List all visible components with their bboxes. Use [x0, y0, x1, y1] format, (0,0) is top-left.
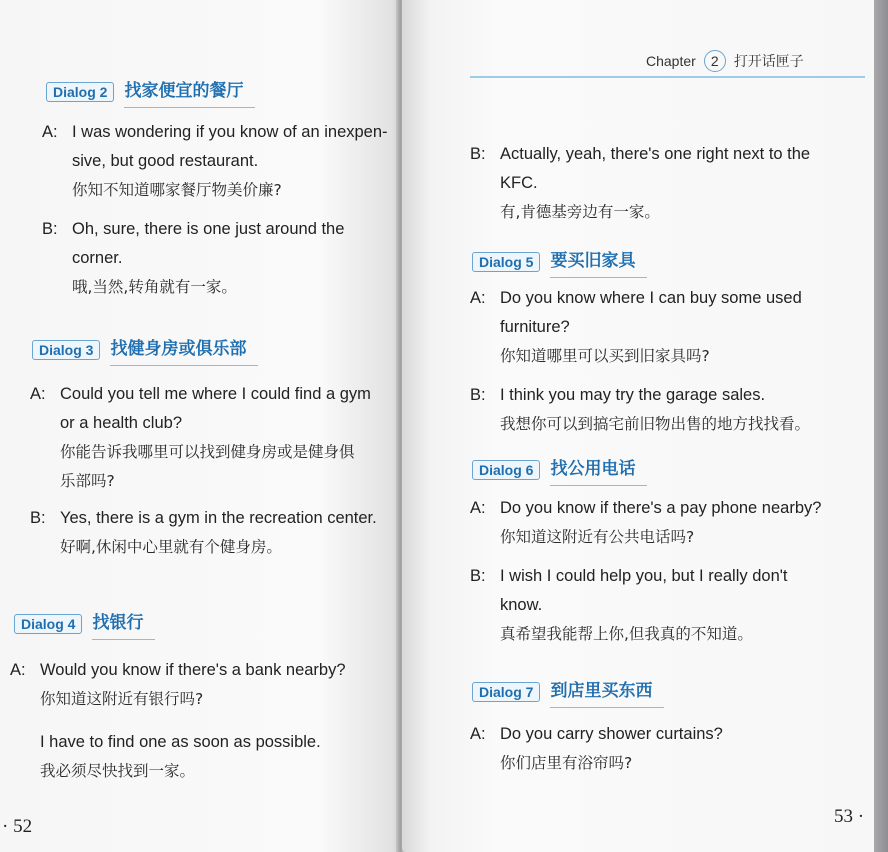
dialog-text: I have to find one as soon as possible.: [40, 733, 321, 751]
dialog-translation: 有,肯德基旁边有一家。: [500, 203, 660, 221]
dialog-4: [14, 608, 155, 640]
left-page: [0, 0, 400, 852]
speaker-label: A:: [10, 661, 26, 679]
dialog-4-continued: [470, 140, 810, 227]
dialog-6-header: [472, 454, 647, 486]
dialog-text: I think you may try the garage sales.: [500, 386, 766, 404]
chapter-label: Chapter: [646, 53, 696, 69]
dialog-text: furniture?: [500, 318, 570, 336]
dialog-translation: 哦,当然,转角就有一家。: [72, 278, 237, 296]
dialog-7-header: [472, 676, 664, 708]
dialog-tag: Dialog 4: [14, 614, 82, 634]
dialog-text: KFC.: [500, 174, 538, 192]
dialog-title: 到店里买东西: [550, 676, 664, 708]
page-number: · 52: [2, 816, 33, 837]
dialog-text: know.: [500, 596, 543, 614]
dialog-translation: 乐部吗?: [60, 472, 115, 490]
dialog-5-header: [472, 246, 647, 278]
dialog-text: Yes, there is a gym in the recreation center.: [60, 509, 377, 527]
speaker-b-line: [470, 381, 810, 410]
dialog-translation: 我想你可以到搞宅前旧物出售的地方找找看。: [500, 415, 811, 433]
dialog-text: Could you tell me where I could find a gym: [60, 385, 371, 403]
speaker-label: A:: [42, 123, 58, 141]
speaker-label: B:: [30, 509, 46, 527]
speaker-label: B:: [470, 145, 486, 163]
dialog-text: sive, but good restaurant.: [72, 152, 259, 170]
dialog-4-header: [14, 608, 155, 640]
dialog-title: 找健身房或俱乐部: [110, 334, 258, 366]
dialog-translation: 真希望我能帮上你,但我真的不知道。: [500, 625, 753, 643]
chapter-header: [646, 50, 804, 72]
dialog-translation: 你们店里有浴帘吗?: [500, 754, 633, 772]
dialog-translation: 你知不知道哪家餐厅物美价廉?: [72, 181, 282, 199]
dialog-5: [472, 246, 647, 278]
dialog-text: Actually, yeah, there's one right next to the: [500, 145, 811, 163]
dialog-text: Do you know where I can buy some used: [500, 289, 802, 307]
dialog-text: Do you carry shower curtains?: [500, 725, 723, 743]
speaker-b-line: [470, 140, 810, 169]
dialog-title: 找公用电话: [550, 454, 647, 486]
dialog-2-body: [42, 118, 388, 302]
dialog-title: 要买旧家具: [550, 246, 647, 278]
table-edge: [874, 0, 888, 852]
dialog-3-body: [30, 380, 377, 562]
dialog-translation: 你知道哪里可以买到旧家具吗?: [500, 347, 710, 365]
speaker-a-line: [10, 656, 346, 685]
speaker-label: B:: [470, 567, 486, 585]
dialog-title: 找家便宜的餐厅: [124, 76, 255, 108]
dialog-tag: Dialog 2: [46, 82, 114, 102]
right-page: [402, 0, 874, 852]
speaker-label: A:: [470, 499, 486, 517]
header-rule: [470, 76, 865, 78]
dialog-text: I wish I could help you, but I really don't: [500, 567, 788, 585]
speaker-label: A:: [30, 385, 46, 403]
speaker-a-line: [470, 284, 810, 313]
speaker-b-line: [30, 504, 377, 533]
dialog-text: corner.: [72, 249, 123, 267]
dialog-translation: 你能告诉我哪里可以找到健身房或是健身俱: [60, 443, 355, 461]
dialog-6: [472, 454, 647, 486]
dialog-translation: 好啊,休闲中心里就有个健身房。: [60, 538, 282, 556]
page-number: 53 ·: [834, 806, 865, 827]
dialog-4-body: [10, 656, 346, 786]
speaker-label: A:: [470, 725, 486, 743]
dialog-translation: 你知道这附近有银行吗?: [40, 690, 204, 708]
speaker-a-line: [30, 380, 377, 409]
dialog-7-body: [470, 720, 723, 778]
dialog-tag: Dialog 5: [472, 252, 540, 272]
dialog-translation: 你知道这附近有公共电话吗?: [500, 528, 695, 546]
dialog-title: 找银行: [92, 608, 155, 640]
speaker-b-line: [470, 562, 821, 591]
speaker-a-line: [470, 720, 723, 749]
dialog-text: I was wondering if you know of an inexpen-: [72, 123, 388, 141]
dialog-3: [32, 334, 258, 366]
chapter-number: 2: [704, 50, 726, 72]
speaker-a-line: [470, 494, 821, 523]
dialog-text: Would you know if there's a bank nearby?: [40, 661, 346, 679]
dialog-text: Oh, sure, there is one just around the: [72, 220, 345, 238]
dialog-translation: 我必须尽快找到一家。: [40, 762, 196, 780]
dialog-6-body: [470, 494, 821, 649]
dialog-tag: Dialog 6: [472, 460, 540, 480]
speaker-b-line: [42, 215, 388, 244]
chapter-title: 打开话匣子: [733, 53, 804, 69]
dialog-text: or a health club?: [60, 414, 183, 432]
dialog-tag: Dialog 3: [32, 340, 100, 360]
dialog-text: Do you know if there's a pay phone nearby?: [500, 499, 822, 517]
dialog-tag: Dialog 7: [472, 682, 540, 702]
dialog-2-header: [46, 76, 255, 108]
speaker-label: B:: [42, 220, 58, 238]
dialog-7: [472, 676, 664, 708]
speaker-label: A:: [470, 289, 486, 307]
dialog-3-header: [32, 334, 258, 366]
dialog-5-body: [470, 284, 810, 439]
speaker-a-line: [42, 118, 388, 147]
speaker-label: B:: [470, 386, 486, 404]
dialog-2: [46, 76, 255, 108]
